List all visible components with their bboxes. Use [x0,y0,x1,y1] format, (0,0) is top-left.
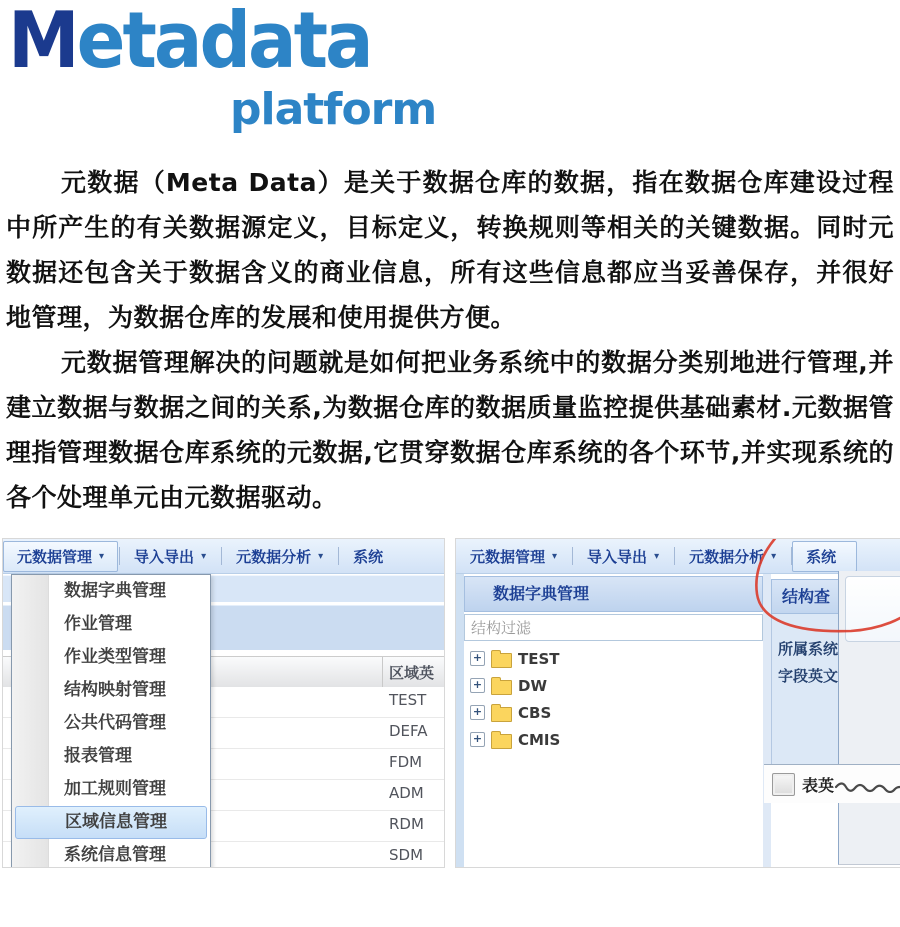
dropdown-menu-item-label: 作业类型管理 [64,647,166,667]
data-dictionary-panel-header: 数据字典管理 [464,576,763,612]
dropdown-menu-item-label: 结构映射管理 [64,680,166,700]
screenshot-data-dictionary [455,538,900,868]
structure-query-form [771,614,840,764]
dropdown-menu-item[interactable] [12,575,210,608]
system-menu-dropdown-inner [845,576,900,642]
column-separator [382,657,383,687]
table-cell-value: FDM [389,753,423,771]
expand-plus-icon[interactable]: + [470,705,485,720]
dropdown-menu-item-label: 区域信息管理 [65,812,167,832]
menubar-item-label: 系统 [353,547,384,566]
checkbox[interactable] [772,773,795,796]
logo-subtitle: platform [230,84,437,135]
chevron-down-icon: ▾ [654,550,660,562]
logo-title-rest: etadata [76,0,371,86]
paragraph-metadata-definition: 元数据（Meta Data）是关于数据仓库的数据，指在数据仓库建设过程中所产生的有关数据源定义，目标定义，转换规则等相关的关键数据。同时元数据还包含关于数据含义的商业信息，所有这些信息都应当妥善保存，并很好地管理，为数据仓库的发展和使用提供方便。 [6,168,894,332]
dropdown-menu-item[interactable] [12,839,210,868]
logo-title-initial: M [8,0,77,86]
menubar-item-label: 元数据管理 [470,547,546,566]
dropdown-items [12,575,210,868]
expand-plus-icon[interactable]: + [470,678,485,693]
panel-splitter[interactable] [763,573,771,867]
column-header-label: 区域英 [389,664,435,682]
document-body [6,160,894,520]
structure-tree [464,645,763,867]
chevron-down-icon: ▾ [99,550,105,562]
folder-icon [491,707,512,722]
metadata-management-dropdown-menu [11,574,211,868]
dropdown-menu-item-label: 报表管理 [64,746,132,766]
system-menu-dropdown-panel [838,571,900,865]
field-label-system: 所属系统 [778,640,839,658]
tree-item-label: CMIS [518,730,561,749]
menubar-item[interactable] [3,541,118,572]
dropdown-menu-item[interactable] [12,674,210,707]
menubar-item-label: 元数据管理 [17,547,93,566]
dropdown-menu-item[interactable] [12,707,210,740]
tree-item-label: TEST [518,649,560,668]
menubar-item-label: 导入导出 [134,547,195,566]
folder-icon [491,734,512,749]
paragraph-metadata-management: 元数据管理解决的问题就是如何把业务系统中的数据分类别地进行管理,并建立数据与数据之间的关系,为数据仓库的数据质量监控提供基础素材.元数据管理指管理数据仓库系统的元数据,它贯穿数据仓库系统的各个环节,并实现系统的各个处理单元由元数据驱动。 [6,348,894,512]
main-menubar [456,539,900,574]
chevron-down-icon: ▾ [552,550,558,562]
menubar-item[interactable] [573,541,673,572]
menubar-item-label: 导入导出 [587,547,648,566]
structure-filter-field[interactable] [464,614,763,641]
menubar-item-label: 系统 [806,547,837,566]
left-edge-strip [456,573,464,867]
dropdown-menu-item-label: 作业管理 [64,614,132,634]
screenshot-menu-dropdown [2,538,445,868]
tree-item[interactable] [464,699,763,726]
dropdown-menu-item[interactable] [12,641,210,674]
chevron-down-icon: ▾ [771,550,777,562]
tree-item[interactable] [464,726,763,753]
menubar-item-label: 元数据分析 [236,547,312,566]
table-cell-value: SDM [389,846,424,864]
dropdown-menu-item-label: 数据字典管理 [64,581,166,601]
menubar-item[interactable] [792,541,857,572]
menubar-item[interactable] [222,541,337,572]
structure-query-tab[interactable]: 结构查 [771,579,839,614]
chevron-down-icon: ▾ [201,550,207,562]
expand-plus-icon[interactable]: + [470,651,485,666]
tree-item-label: DW [518,676,547,695]
table-cell-value: TEST [389,691,427,709]
logo-title [8,0,371,86]
dropdown-menu-item[interactable] [12,773,210,806]
handwritten-scribble [834,779,900,793]
tree-item[interactable] [464,645,763,672]
table-en-checkbox-row [764,764,900,803]
menubar-item[interactable] [120,541,220,572]
tree-item[interactable] [464,672,763,699]
menubar-item[interactable] [675,541,790,572]
tree-item-label: CBS [518,703,552,722]
metadata-platform-logo [8,0,437,135]
dropdown-menu-item[interactable] [12,608,210,641]
menubar-item-label: 元数据分析 [689,547,765,566]
table-cell-value: RDM [389,815,424,833]
main-menubar [3,539,444,574]
dropdown-menu-item-label: 公共代码管理 [64,713,166,733]
dropdown-menu-item-label: 系统信息管理 [64,845,166,865]
menubar-item[interactable] [339,541,404,572]
dropdown-menu-item-label: 加工规则管理 [64,779,166,799]
checkbox-label: 表英 [802,776,835,795]
folder-icon [491,653,512,668]
dropdown-menu-item[interactable] [12,740,210,773]
field-label-column-en: 字段英文 [778,667,839,685]
folder-icon [491,680,512,695]
structure-filter-input[interactable] [465,615,762,640]
dropdown-menu-item[interactable] [15,806,207,839]
table-cell-value: DEFA [389,722,428,740]
menubar-item[interactable] [456,541,571,572]
expand-plus-icon[interactable]: + [470,732,485,747]
chevron-down-icon: ▾ [318,550,324,562]
table-cell-value: ADM [389,784,424,802]
